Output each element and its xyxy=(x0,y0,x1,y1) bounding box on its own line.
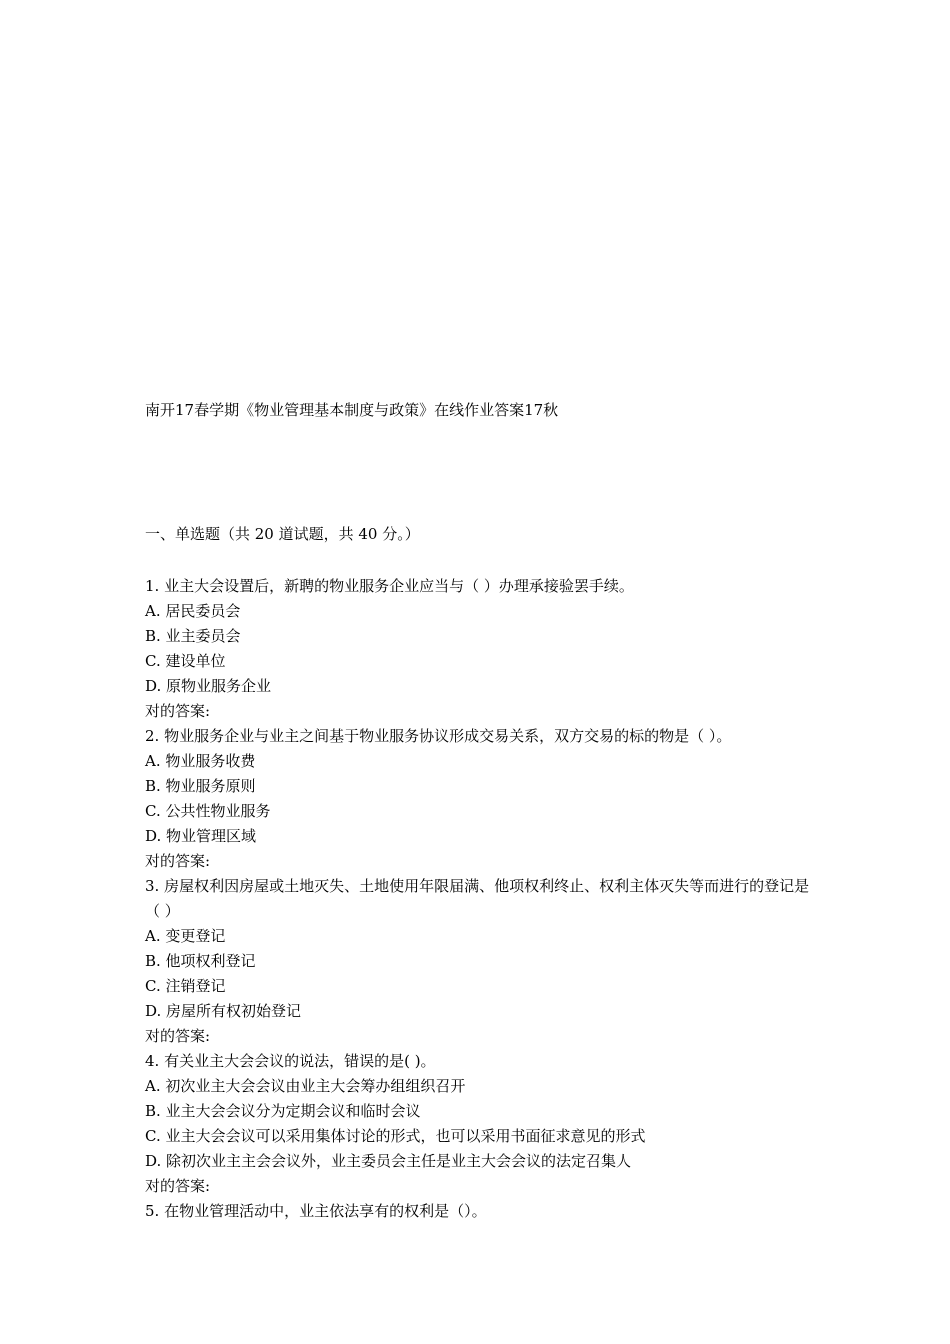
question-text: 4. 有关业主大会会议的说法，错误的是( )。 xyxy=(145,1052,436,1070)
option-a: A. 初次业主大会会议由业主大会筹办组组织召开 xyxy=(145,1077,466,1095)
option-c: C. 注销登记 xyxy=(145,977,226,995)
option-b: B. 物业服务原则 xyxy=(145,777,256,795)
option-c: C. 公共性物业服务 xyxy=(145,802,271,820)
answer-label: 对的答案: xyxy=(145,702,211,720)
option-c: C. 业主大会会议可以采用集体讨论的形式，也可以采用书面征求意见的形式 xyxy=(145,1127,646,1145)
question-item xyxy=(145,574,815,724)
answer-label: 对的答案: xyxy=(145,852,211,870)
question-item xyxy=(145,874,815,1049)
document-title: 南开17春学期《物业管理基本制度与政策》在线作业答案17秋 xyxy=(145,401,559,419)
question-item xyxy=(145,1049,815,1199)
option-a: A. 居民委员会 xyxy=(145,602,241,620)
option-d: D. 除初次业主主会会议外，业主委员会主任是业主大会会议的法定召集人 xyxy=(145,1152,632,1170)
option-a: A. 物业服务收费 xyxy=(145,752,256,770)
question-item xyxy=(145,724,815,874)
option-b: B. 业主委员会 xyxy=(145,627,241,645)
option-c: C. 建设单位 xyxy=(145,652,226,670)
answer-label: 对的答案: xyxy=(145,1177,211,1195)
option-d: D. 原物业服务企业 xyxy=(145,677,272,695)
question-item xyxy=(145,1199,815,1224)
answer-label: 对的答案: xyxy=(145,1027,211,1045)
question-text: 5. 在物业管理活动中，业主依法享有的权利是（）。 xyxy=(145,1202,487,1220)
option-d: D. 房屋所有权初始登记 xyxy=(145,1002,302,1020)
question-text: 2. 物业服务企业与业主之间基于物业服务协议形成交易关系，双方交易的标的物是（ ）。 xyxy=(145,727,732,745)
option-a: A. 变更登记 xyxy=(145,927,226,945)
option-b: B. 业主大会会议分为定期会议和临时会议 xyxy=(145,1102,421,1120)
option-d: D. 物业管理区域 xyxy=(145,827,257,845)
section-heading: 一、单选题（共 20 道试题，共 40 分。） xyxy=(145,525,420,543)
question-list xyxy=(145,574,815,1224)
option-b: B. 他项权利登记 xyxy=(145,952,256,970)
question-text: 3. 房屋权利因房屋或土地灭失、土地使用年限届满、他项权利终止、权利主体灭失等而进行的登记是（ ） xyxy=(145,877,810,920)
question-text: 1. 业主大会设置后，新聘的物业服务企业应当与（ ）办理承接验罢手续。 xyxy=(145,577,634,595)
